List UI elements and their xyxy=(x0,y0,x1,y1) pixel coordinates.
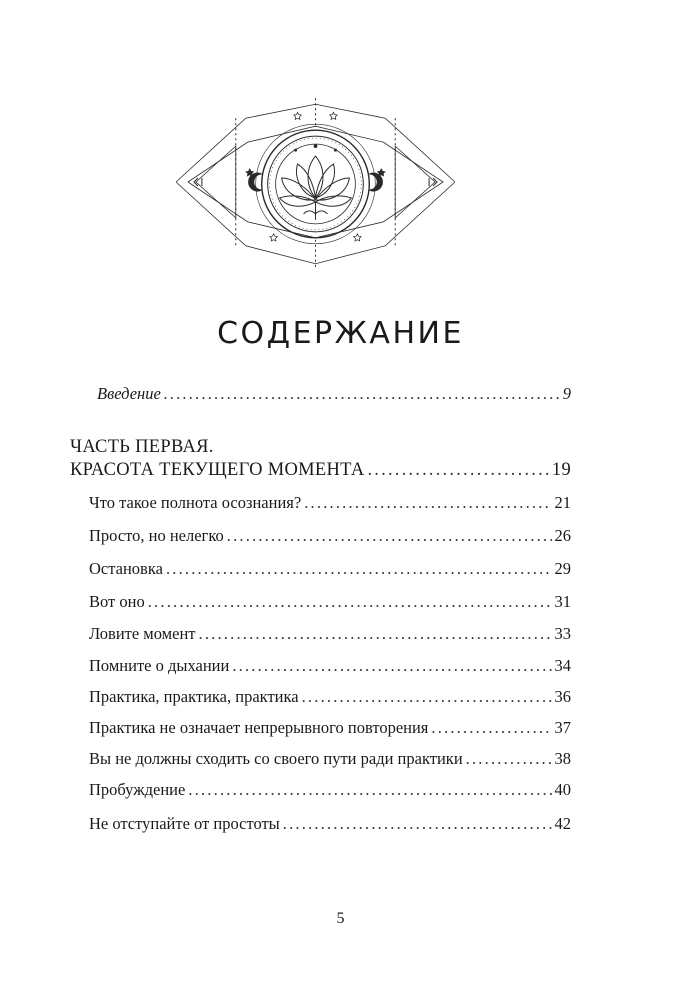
toc-entry-page: 9 xyxy=(562,384,571,403)
dot-leader xyxy=(304,492,551,514)
toc-entry-label: Вы не должны сходить со своего пути ради практики xyxy=(89,749,463,768)
toc-entry[interactable] xyxy=(89,813,571,835)
toc-entry[interactable] xyxy=(89,591,571,613)
page-number: 5 xyxy=(336,910,345,927)
toc-entry[interactable] xyxy=(89,717,571,739)
dot-leader xyxy=(232,655,551,677)
toc-entry-page: 38 xyxy=(554,749,571,768)
lotus-moon-ornament-icon xyxy=(176,98,455,270)
toc-entry-label: Не отступайте от простоты xyxy=(89,814,280,833)
dot-leader xyxy=(302,686,552,708)
toc-entry-page: 34 xyxy=(554,656,571,675)
toc-entry-label: Просто, но нелегко xyxy=(89,526,224,545)
dot-leader xyxy=(431,717,551,739)
toc-entry-intro[interactable] xyxy=(97,383,571,405)
toc-entry-page: 36 xyxy=(554,687,571,706)
toc-entry-page: 40 xyxy=(554,780,571,799)
dot-leader xyxy=(188,779,551,801)
toc-entry-page: 37 xyxy=(554,718,571,737)
dot-leader xyxy=(283,813,552,835)
toc-entry-label: Практика, практика, практика xyxy=(89,687,299,706)
dot-leader xyxy=(466,748,552,770)
toc-entry[interactable] xyxy=(89,686,571,708)
dot-leader xyxy=(199,623,552,645)
toc-entry[interactable] xyxy=(89,748,571,770)
dot-leader xyxy=(367,457,548,483)
toc-entry-label: Практика не означает непрерывного повторения xyxy=(89,718,429,737)
part-heading-line1: ЧАСТЬ ПЕРВАЯ. xyxy=(70,437,214,457)
dot-leader xyxy=(227,525,552,547)
toc-entry[interactable] xyxy=(89,558,571,580)
toc-entry-label: Вот оно xyxy=(89,592,145,611)
toc-entry-label: Что такое полнота осознания? xyxy=(89,493,302,512)
toc-entry-label: Пробуждение xyxy=(89,780,186,799)
toc-entry-label: Остановка xyxy=(89,559,163,578)
toc-entry[interactable] xyxy=(89,525,571,547)
toc-entry-page: 26 xyxy=(554,526,571,545)
toc-entry-label: Введение xyxy=(97,384,161,403)
dot-leader xyxy=(164,383,560,405)
dot-leader xyxy=(166,558,552,580)
toc-entry-page: 21 xyxy=(554,493,571,512)
toc-entry[interactable] xyxy=(89,492,571,514)
toc-entry[interactable] xyxy=(89,623,571,645)
toc-part-heading[interactable] xyxy=(70,457,571,483)
part-heading-line2: КРАСОТА ТЕКУЩЕГО МОМЕНТА xyxy=(70,460,365,480)
dot-leader xyxy=(148,591,552,613)
toc-entry[interactable] xyxy=(89,655,571,677)
toc-entry-page: 29 xyxy=(554,559,571,578)
toc-entry-page: 33 xyxy=(554,624,571,643)
toc-entry-page: 31 xyxy=(554,592,571,611)
toc-entry-label: Помните о дыхании xyxy=(89,656,230,675)
toc-entry-label: Ловите момент xyxy=(89,624,196,643)
page-title: СОДЕРЖАНИЕ xyxy=(217,316,464,351)
toc-entry[interactable] xyxy=(89,779,571,801)
toc-entry-page: 42 xyxy=(554,814,571,833)
toc-entry-page: 19 xyxy=(551,460,571,480)
